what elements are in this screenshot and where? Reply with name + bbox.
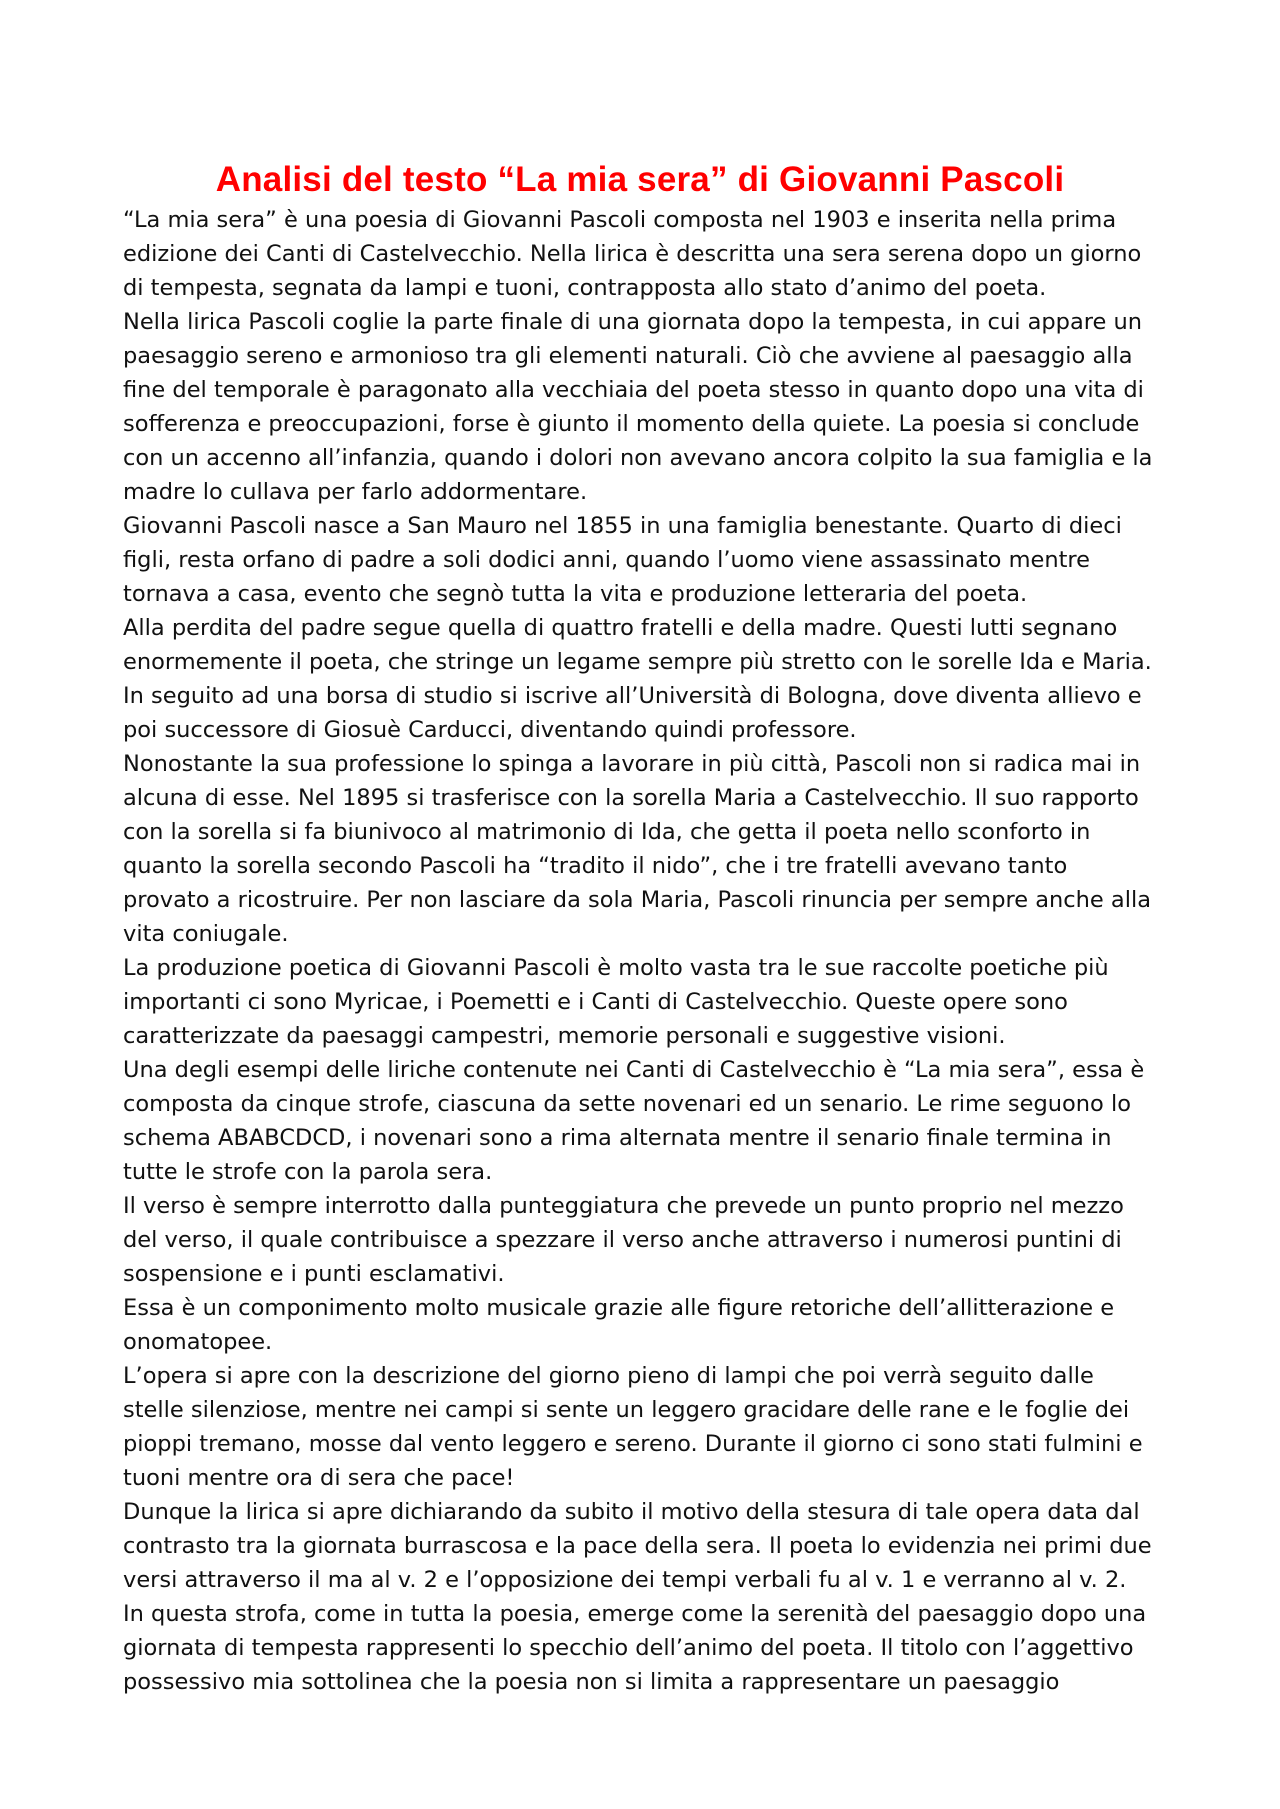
text-line: versi attraverso il ma al v. 2 e l’opposizione dei tempi verbali fu al v. 1 e verranno al v. 2. (123, 1567, 1127, 1593)
text-line: Alla perdita del padre segue quella di quattro fratelli e della madre. Questi lutti segnano (123, 615, 1118, 641)
text-line: sofferenza e preoccupazioni, forse è giunto il momento della quiete. La poesia si conclude (123, 411, 1140, 437)
text-line: fine del temporale è paragonato alla vecchiaia del poeta stesso in quanto dopo una vita di (123, 377, 1144, 403)
text-line: possessivo mia sottolinea che la poesia non si limita a rappresentare un paesaggio (123, 1669, 1060, 1695)
text-line: tutte le strofe con la parola sera. (123, 1159, 493, 1185)
text-line: Essa è un componimento molto musicale grazie alle figure retoriche dell’allitterazione e (123, 1295, 1115, 1321)
text-line: importanti ci sono Myricae, i Poemetti e i Canti di Castelvecchio. Queste opere sono (123, 989, 1068, 1015)
text-line: Nella lirica Pascoli coglie la parte finale di una giornata dopo la tempesta, in cui appare un (123, 309, 1143, 335)
text-line: alcuna di esse. Nel 1895 si trasferisce con la sorella Maria a Castelvecchio. Il suo rapporto (123, 785, 1139, 811)
text-line: paesaggio sereno e armonioso tra gli elementi naturali. Ciò che avviene al paesaggio alla (123, 343, 1133, 369)
text-line: Nonostante la sua professione lo spinga a lavorare in più città, Pascoli non si radica mai in (123, 751, 1141, 777)
document-body (123, 203, 1173, 1699)
text-line: In seguito ad una borsa di studio si iscrive all’Università di Bologna, dove diventa allievo e (123, 683, 1142, 709)
text-line: con la sorella si fa biunivoco al matrimonio di Ida, che getta il poeta nello sconforto in (123, 819, 1091, 845)
text-line: stelle silenziose, mentre nei campi si sente un leggero gracidare delle rane e le foglie dei (123, 1397, 1130, 1423)
text-line: poi successore di Giosuè Carducci, diventando quindi professore. (123, 717, 857, 743)
text-line: caratterizzate da paesaggi campestri, memorie personali e suggestive visioni. (123, 1023, 1006, 1049)
text-line: In questa strofa, come in tutta la poesia, emerge come la serenità del paesaggio dopo una (123, 1601, 1147, 1627)
text-line: tornava a casa, evento che segnò tutta la vita e produzione letteraria del poeta. (123, 581, 1028, 607)
text-line: Dunque la lirica si apre dichiarando da subito il motivo della stesura di tale opera data dal (123, 1499, 1140, 1525)
text-line: sospensione e i punti esclamativi. (123, 1261, 505, 1287)
text-line: contrasto tra la giornata burrascosa e la pace della sera. Il poeta lo evidenzia nei primi due (123, 1533, 1152, 1559)
text-line: provato a ricostruire. Per non lasciare da sola Maria, Pascoli rinuncia per sempre anche alla (123, 887, 1152, 913)
text-line: onomatopee. (123, 1329, 273, 1355)
text-line: pioppi tremano, mosse dal vento leggero e sereno. Durante il giorno ci sono stati fulmini e (123, 1431, 1143, 1457)
text-line: tuoni mentre ora di sera che pace! (123, 1465, 515, 1491)
text-line: vita coniugale. (123, 921, 289, 947)
text-line: giornata di tempesta rappresenti lo specchio dell’animo del poeta. Il titolo con l’aggettivo (123, 1635, 1134, 1661)
text-line: con un accenno all’infanzia, quando i dolori non avevano ancora colpito la sua famiglia e la (123, 445, 1153, 471)
text-line: L’opera si apre con la descrizione del giorno pieno di lampi che poi verrà seguito dalle (123, 1363, 1094, 1389)
text-line: quanto la sorella secondo Pascoli ha “tradito il nido”, che i tre fratelli avevano tanto (123, 853, 1068, 879)
text-line: Una degli esempi delle liriche contenute nei Canti di Castelvecchio è “La mia sera”, essa è (123, 1057, 1145, 1083)
text-line: Giovanni Pascoli nasce a San Mauro nel 1855 in una famiglia benestante. Quarto di dieci (123, 513, 1122, 539)
text-line: enormemente il poeta, che stringe un legame sempre più stretto con le sorelle Ida e Maria. (123, 649, 1152, 675)
text-line: edizione dei Canti di Castelvecchio. Nella lirica è descritta una sera serena dopo un giorno (123, 241, 1142, 267)
text-line: madre lo cullava per farlo addormentare. (123, 479, 588, 505)
text-line: schema ABABCDCD, i novenari sono a rima alternata mentre il senario finale termina in (123, 1125, 1112, 1151)
document-title: Analisi del testo “La mia sera” di Giovanni Pascoli (215, 160, 1065, 199)
text-line: di tempesta, segnata da lampi e tuoni, contrapposta allo stato d’animo del poeta. (123, 275, 1047, 301)
text-line: figli, resta orfano di padre a soli dodici anni, quando l’uomo viene assassinato mentre (123, 547, 1091, 573)
text-line: “La mia sera” è una poesia di Giovanni Pascoli composta nel 1903 e inserita nella prima (123, 207, 1117, 233)
text-line: La produzione poetica di Giovanni Pascoli è molto vasta tra le sue raccolte poetiche più (123, 955, 1109, 981)
text-line: composta da cinque strofe, ciascuna da sette novenari ed un senario. Le rime seguono lo (123, 1091, 1131, 1117)
text-line: del verso, il quale contribuisce a spezzare il verso anche attraverso i numerosi puntini di (123, 1227, 1122, 1253)
text-line: Il verso è sempre interrotto dalla punteggiatura che prevede un punto proprio nel mezzo (123, 1193, 1124, 1219)
